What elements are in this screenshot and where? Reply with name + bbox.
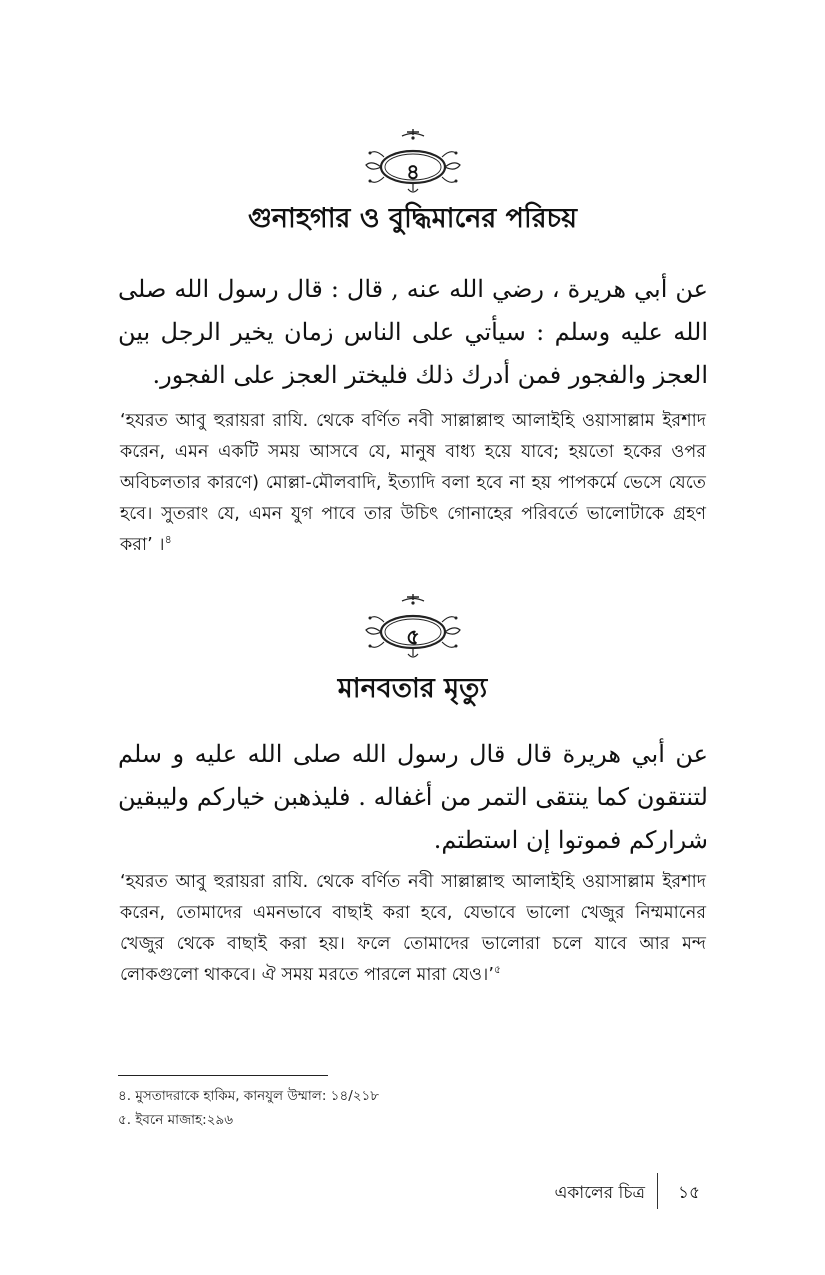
chapter-number-ornament [362,127,464,197]
arabic-hadith-text: عن أبي هريرة قال قال رسول الله صلى الله عليه و سلم لتنتقون كما ينتقى التمر من أغفاله . فليذهبن خياركم وليبقين شراركم فموتوا إن استطتم. [118,740,708,854]
chapter-title: গুনাহগার ও বুদ্ধিমানের পরিচয় [247,203,578,234]
footnote: ৫. ইবনে মাজাহ:২৯৬ [118,1112,234,1128]
footer-divider [657,1173,658,1209]
hadith-translation [120,406,706,561]
chapter-number: ৫ [406,625,420,649]
translation-text: ‘হযরত আবু হুরায়রা রাযি. থেকে বর্ণিত নবী সাল্লাল্লাহু আলাইহি ওয়াসাল্লাম ইরশাদ করেন, এমন একটি সময় আসবে যে, মানুষ বাধ্য হয়ে যাবে; হয়তো হকের ওপর অবিচলতার কারণে) মোল্লা-মৌলবাদি, ইত্যাদি বলা হবে না হয় পাপকর্মে ভেসে যেতে হবে। সুতরাং যে, এমন যুগ পাবে তার উচিৎ গোনাহের পরিবর্তে ভালোটাকে গ্রহণ করা’ । [120,411,706,555]
chapter-number: ৪ [406,160,420,184]
chapter-title: মানবতার মৃত্যু [337,673,488,704]
footnote: ৪. মুসতাদরাকে হাকিম, কানযুল উম্মাল: ১৪/২১৮ [118,1088,380,1104]
translation-text: ‘হযরত আবু হুরায়রা রাযি. থেকে বর্ণিত নবী সাল্লাল্লাহু আলাইহি ওয়াসাল্লাম ইরশাদ করেন, তোমাদের এমনভাবে বাছাই করা হবে, যেভাবে ভালো খেজুর নিম্মমানের খেজুর থেকে বাছাই করা হয়। ফলে তোমাদের ভালোরা চলে যাবে আর মন্দ লোকগুলো থাকবে। ঐ সময় মরতে পারলে মারা যেও।’ [120,872,706,985]
footnote-divider [118,1075,328,1076]
footnote-ref: ৫ [493,963,502,977]
chapter-number-ornament [362,592,464,662]
arabic-hadith-text: عن أبي هريرة ، رضي الله عنه , قال : قال رسول الله صلى الله عليه وسلم : سيأتي على الناس زمان يخير الرجل بين العجز والفجور فمن أدرك ذلك فليختر العجز على الفجور. [118,275,708,389]
hadith-translation [120,867,706,991]
footnote-ref: ৪ [164,533,172,547]
running-footer-title: একালের চিত্র [554,1183,645,1203]
page-number: ১৫ [678,1183,701,1203]
